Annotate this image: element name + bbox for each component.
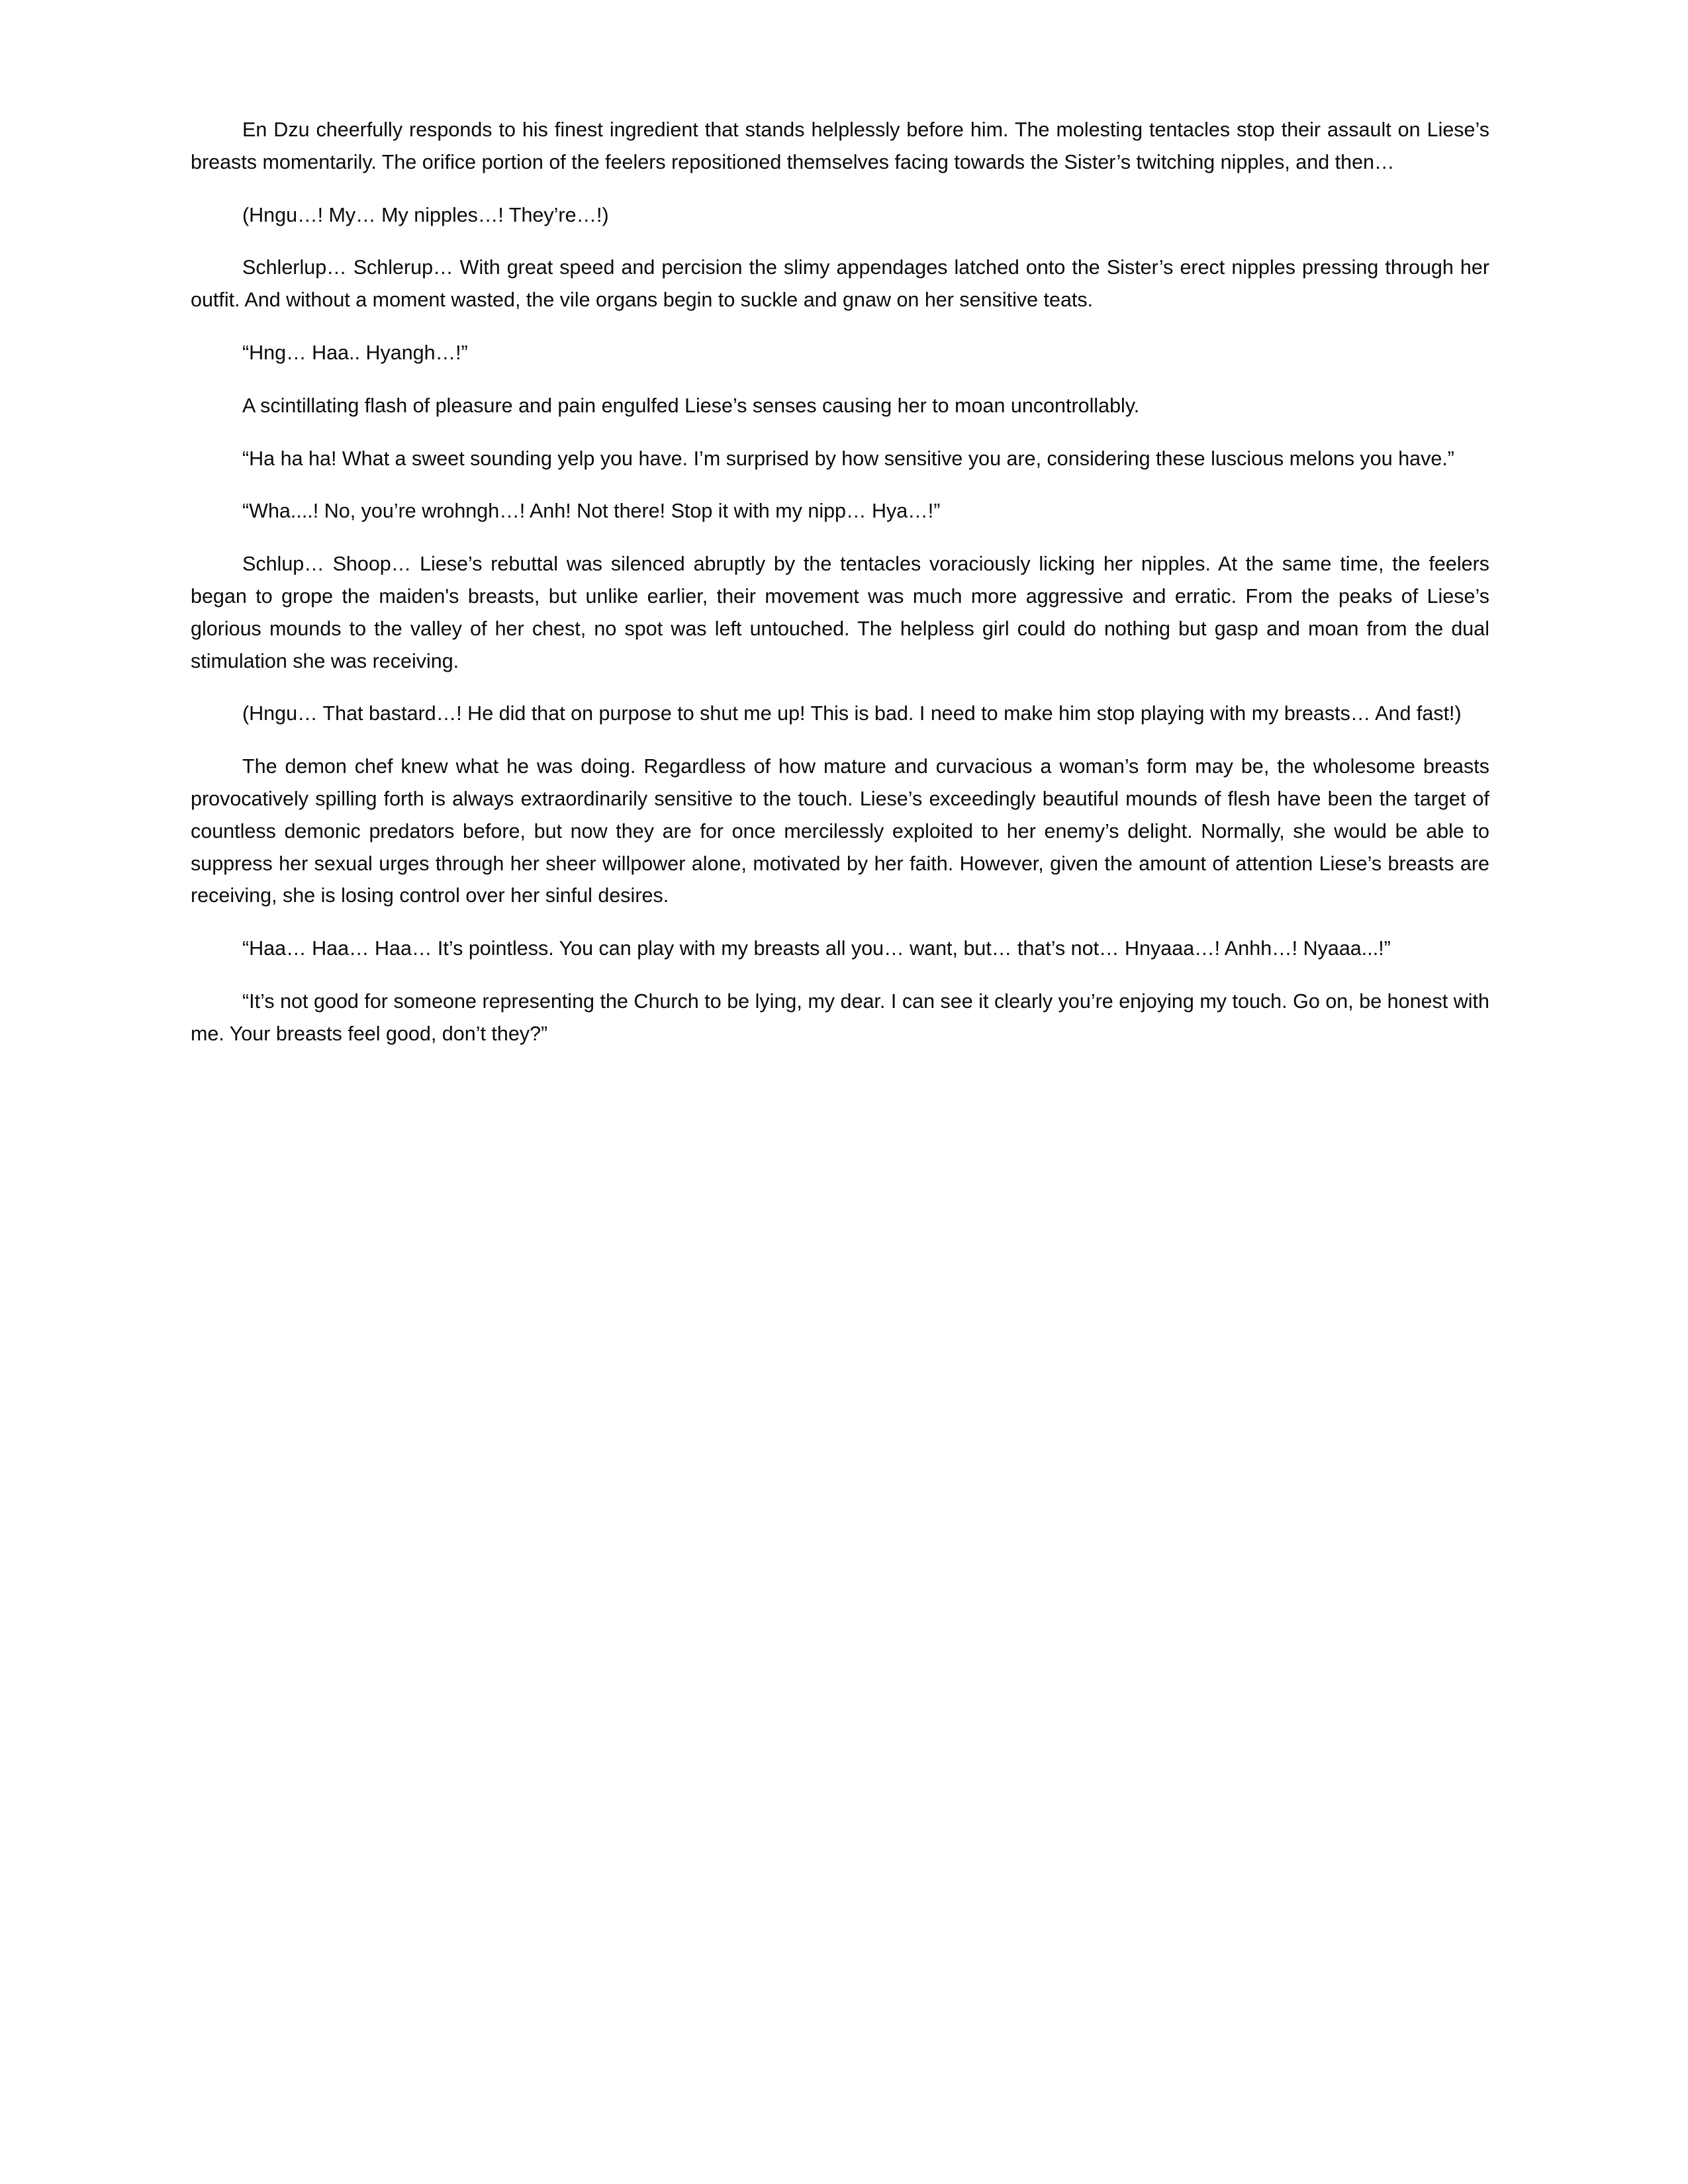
paragraph: “It’s not good for someone representing the Church to be lying, my dear. I can see it clearly you’re enjoying my touch. Go on, be honest with me. Your breasts feel good, don’t they?” — [191, 989, 1495, 1045]
paragraph: “Haa… Haa… Haa… It’s pointless. You can play with my breasts all you… want, but… that’s not… Hnyaaa…! Anhh…! Nyaaa...!” — [242, 937, 1391, 960]
paragraph: “Wha....! No, you’re wrohngh…! Anh! Not there! Stop it with my nipp… Hya…!” — [242, 500, 941, 523]
paragraph: Schlerlup… Schlerup… With great speed and percision the slimy appendages latched onto the Sister’s erect nipples pressing through her outfit. And without a moment wasted, the vile organs begin to suckle and gnaw on her sensitive teats. — [191, 256, 1495, 312]
document-body — [191, 114, 1495, 1050]
paragraph: Schlup… Shoop… Liese’s rebuttal was silenced abruptly by the tentacles voraciously licking her nipples. At the same time, the feelers began to grope the maiden's breasts, but unlike earlier, their movement was much more aggressive and erratic. From the peaks of Liese’s glorious mounds to the valley of her chest, no spot was left untouched. The helpless girl could do nothing but gasp and moan from the dual stimulation she was receiving. — [191, 553, 1495, 672]
paragraph: “Ha ha ha! What a sweet sounding yelp you have. I’m surprised by how sensitive you are, considering these luscious melons you have.” — [242, 447, 1454, 470]
paragraph: “Hng… Haa.. Hyangh…!” — [242, 341, 468, 364]
paragraph: (Hngu…! My… My nipples…! They’re…!) — [242, 203, 609, 226]
paragraph: En Dzu cheerfully responds to his finest ingredient that stands helplessly before him. The molesting tentacles stop their assault on Liese’s breasts momentarily. The orifice portion of the feelers repositioned themselves facing towards the Sister’s twitching nipples, and then… — [191, 118, 1495, 173]
paragraph: The demon chef knew what he was doing. Regardless of how mature and curvacious a woman’s form may be, the wholesome breasts provocatively spilling forth is always extraordinarily sensitive to the touch. Liese’s exceedingly beautiful mounds of flesh have been the target of countless demonic predators before, but now they are for once mercilessly exploited to her enemy’s delight. Normally, she would be able to suppress her sexual urges through her sheer willpower alone, motivated by her faith. However, given the amount of attention Liese’s breasts are receiving, she is losing control over her sinful desires. — [191, 755, 1495, 907]
paragraph: A scintillating flash of pleasure and pain engulfed Liese’s senses causing her to moan uncontrollably. — [242, 394, 1140, 417]
paragraph: (Hngu… That bastard…! He did that on purpose to shut me up! This is bad. I need to make him stop playing with my breasts… And fast!) — [242, 702, 1462, 725]
